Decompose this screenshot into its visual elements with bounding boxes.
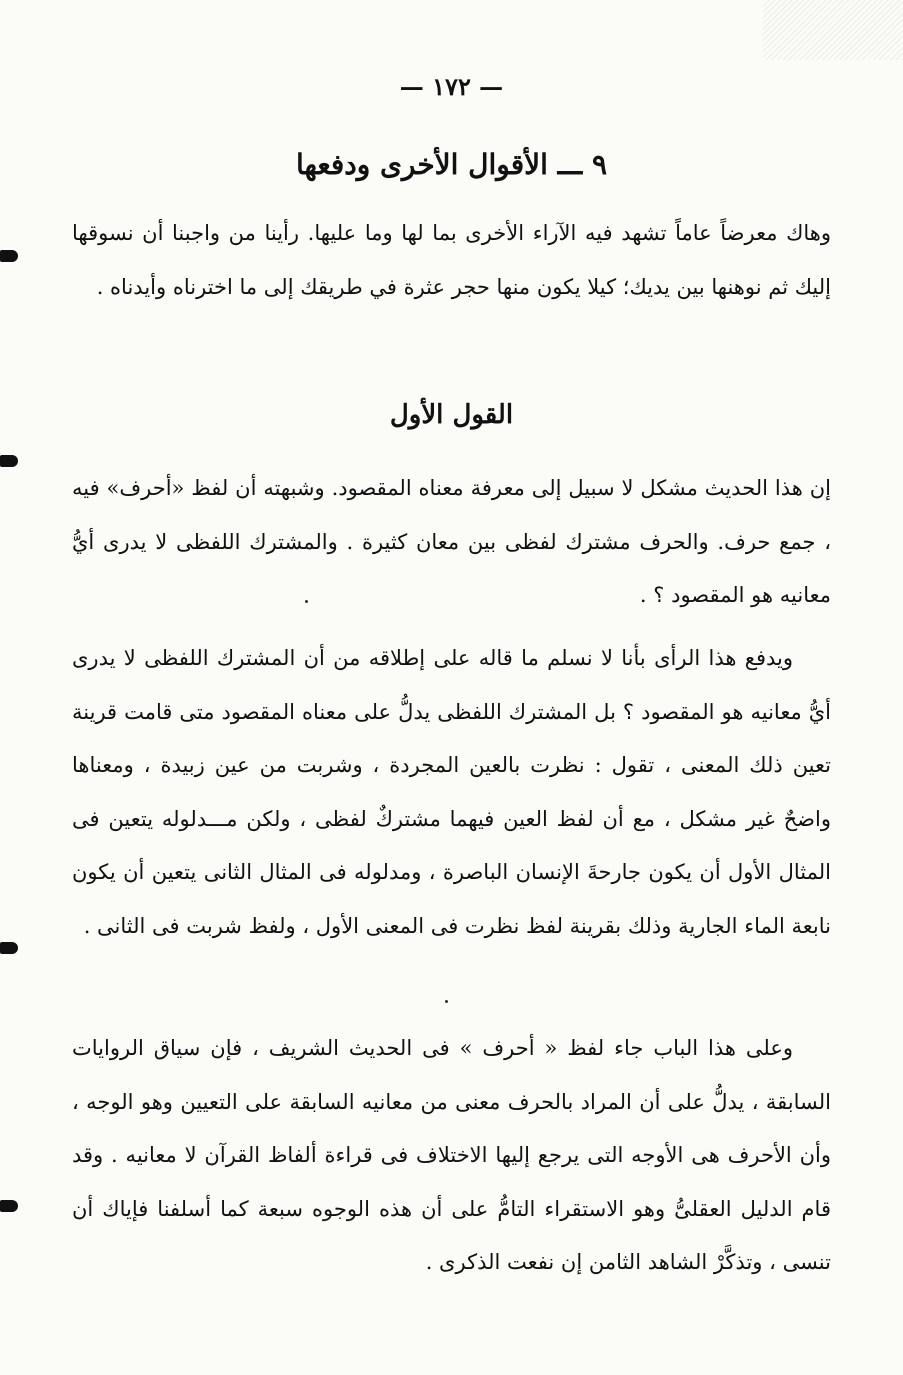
binding-mark (0, 1200, 18, 1212)
paragraph-conclusion: وعلى هذا الباب جاء لفظ « أحرف » فى الحديث الشريف ، فإن سياق الروايات السابقة ، يدلُّ على أن المراد بالحرف معنى من معانيه السابقة على التعيين وهو الوجه ، وأن الأحرف هى الأوجه التى يرجع إليها الاختلاف فى قراءة ألفاظ القرآن لا معانيه . وقد قام الدليل العقلىُّ وهو الاستقراء التامُّ على أن هذه الوجوه سبعة كما أسلفنا فإياك أن تنسى ، وتذكَّرْ الشاهد الثامن إن نفعت الذكرى . (72, 1036, 831, 1274)
section-heading: ٩ ـــ الأقوال الأخرى ودفعها (295, 148, 608, 181)
binding-mark (0, 250, 18, 262)
binding-mark (0, 942, 18, 954)
paragraph-first-opinion: إن هذا الحديث مشكل لا سبيل إلى معرفة معناه المقصود. وشبهته أن لفظ «أحرف» فيه ، جمع حرف. والحرف مشترك لفظى بين معان كثيرة . والمشترك اللفظى لا يدرى أيُّ معانيه هو المقصود ؟ . (72, 476, 831, 607)
scan-speck (445, 1000, 448, 1003)
binding-mark (0, 455, 18, 467)
intro-paragraph: وهاك معرضاً عاماً تشهد فيه الآراء الأخرى بما لها وما عليها. رأينا من واجبنا أن نسوقها إليك ثم نوهنها بين يديك؛ كيلا يكون منها حجر عثرة في طريقك إلى ما اخترناه وأيدناه . (72, 221, 831, 299)
page-number: — ١٧٢ — (399, 72, 504, 101)
scan-noise (763, 0, 903, 60)
scan-speck (305, 600, 308, 603)
subheading-first-opinion: القول الأول (389, 400, 514, 430)
paragraph-rebuttal: ويدفع هذا الرأى بأنا لا نسلم ما قاله على إطلاقه من أن المشترك اللفظى لا يدرى أيُّ معانيه هو المقصود ؟ بل المشترك اللفظى يدلُّ على معناه المقصود متى قامت قرينة تعين ذلك المعنى ، تقول : نظرت بالعين المجردة ، وشربت من عين زبيدة ، ومعناها واضحٌ غير مشكل ، مع أن لفظ العين فيهما مشتركٌ لفظى ، ولكن مـــدلوله يتعين فى المثال الأول أن يكون جارحةَ الإنسان الباصرة ، ومدلوله فى المثال الثانى يتعين أن يكون نابعة الماء الجارية وذلك بقرينة لفظ نظرت فى المعنى الأول ، ولفظ شربت فى الثانى . (72, 646, 831, 938)
